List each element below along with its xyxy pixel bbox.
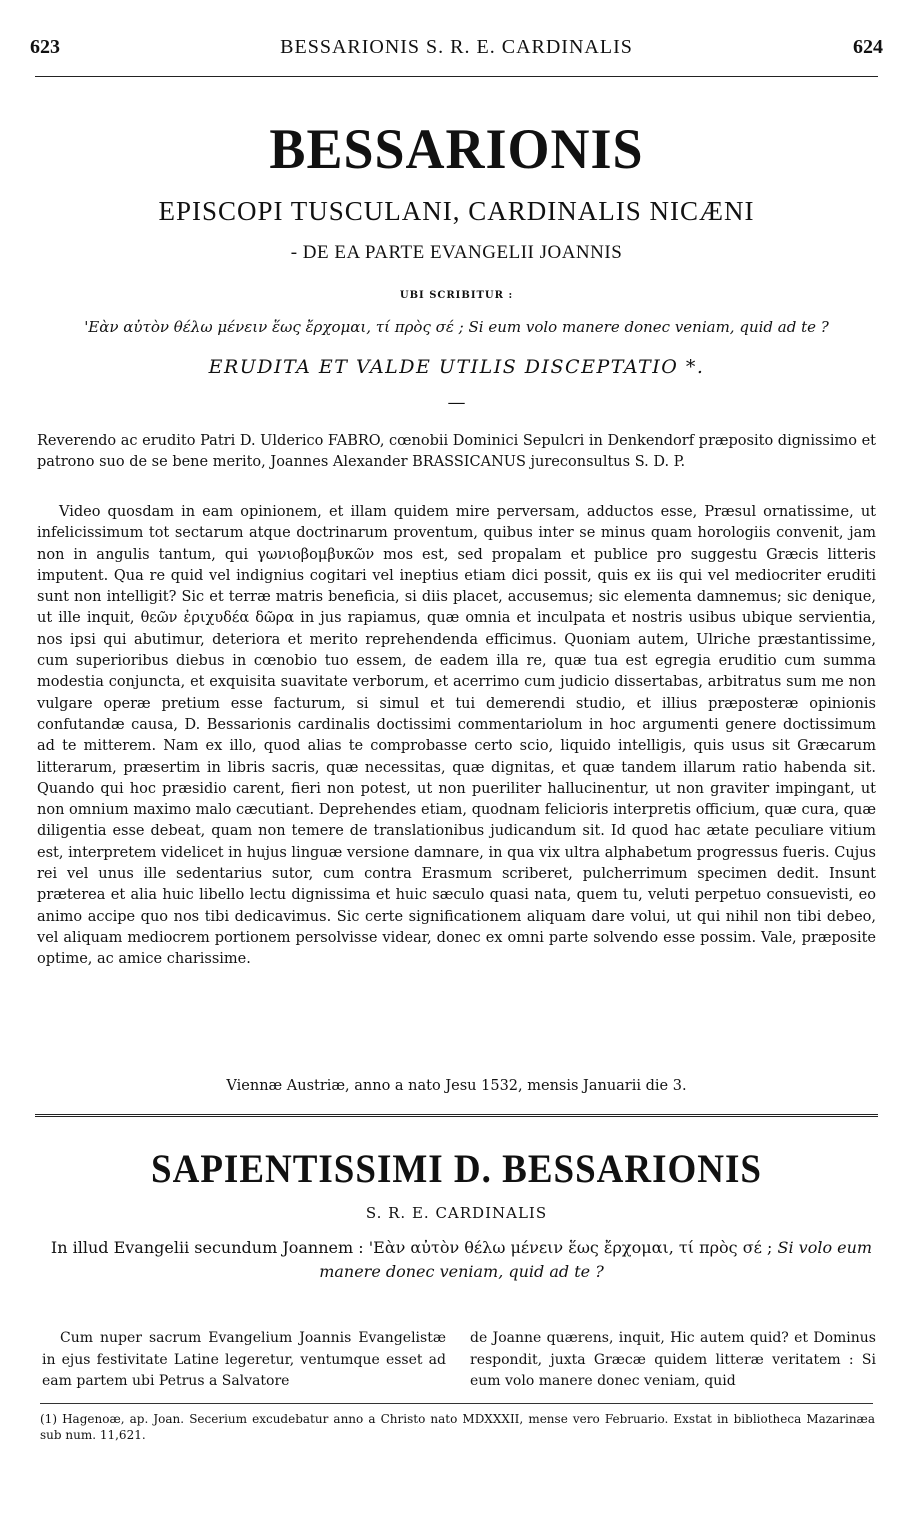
- title-subtitle-2: - DE EA PARTE EVANGELII JOANNIS: [290, 242, 623, 263]
- greek-latin-quote: 'Εὰν αὐτὸν θέλω μένειν ἕως ἔρχομαι, τί πρὸς σέ ; Si eum volo manere donec veniam, quid ad te ?: [84, 318, 829, 336]
- incipit: [40, 1236, 883, 1284]
- section-divider: [35, 1114, 878, 1117]
- header-rule: [35, 76, 878, 77]
- section-dash: —: [447, 392, 466, 413]
- running-title: BESSARIONIS S. R. E. CARDINALIS: [280, 36, 633, 58]
- title-subtitle: EPISCOPI TUSCULANI, CARDINALIS NICÆNI: [158, 196, 755, 226]
- footnote: (1) Hagenoæ, ap. Joan. Secerium excudebatur anno a Christo nato MDXXXII, mense vero Februario. Exstat in bibliotheca Mazarinæa sub num. 11,621.: [40, 1412, 875, 1442]
- section-title: SAPIENTISSIMI D. BESSARIONIS: [151, 1146, 762, 1193]
- page-number-left: 623: [30, 36, 60, 58]
- section-subtitle: S. R. E. CARDINALIS: [365, 1204, 548, 1222]
- running-header: [30, 36, 883, 60]
- letter-body: Video quosdam in eam opinionem, et illam quidem mire perversam, adductos esse, Præsul ornatissime, ut infelicissimum tot sectarum atque doctrinarum proventum, quibus inter se minus quam horologiis convenit, jam non in angulis tantum, qui γωνιοβομβυκῶν mos est, sed propalam et publice pro suggestu Græcis litteris imputent. Qua re quid vel indignius cogitari vel ineptius etiam dici possit, quis ex iis qui vel mediocriter eruditi sunt non intelligit? Sic et terræ matris beneficia, si diis placet, accusemus; sic elementa damnemus; sic denique, ut ille inquit, θεῶν ἐριχυδέα δῶρα in jus rapiamus, quæ omnia et inculpata et nostris usibus ubique servientia, nos ipsi qui abutimur, deteriora et merito reprehendenda efficimus. Quoniam autem, Ulriche præstantissime, cum superioribus diebus in cœnobio tuo essem, de eadem illa re, quæ tua est egregia eruditio cum summa modestia conjuncta, et exquisita suavitate verborum, et acerrimo cum judicio dissertabas, arbitratus sum me non vulgare operæ pretium esse facturum, si simul et tui demerendi studio, et illius præposteræ opinionis confutandæ causa, D. Bessarionis cardinalis doctissimi commentariolum in hoc argumenti genere doctissimum ad te mitterem. Nam ex illo, quod alias te comprobasse certo scio, liquido intelligis, quis usus sit Græcarum litterarum, præsertim in libris sacris, quæ necessitas, quæ dignitas, et quæ tandem illarum ratio habenda sit. Quando qui hoc præsidio carent, fieri non potest, ut non pueriliter hallucinentur, ut non graviter impingant, ut non omnium maximo malo cæcutiant. Deprehendes etiam, quodnam felicioris interpretis officium, quæ cura, quæ diligentia esse debeat, quam non temere de translationibus judicandum sit. Id quod hac ætate peculiare vitium est, interpretem videlicet in hujus linguæ versione damnare, in qua vix ultra alphabetum progressus fueris. Cujus rei vel unus ille sedentarius sutor, cum contra Erasmum scriberet, pulcherrimum specimen dedit. Insunt præterea et alia huic libello lectu dignissima et huic sæculo quasi nata, quem tu, veluti perpetuo consuevisti, eo animo accipe quo nos tibi dedicavimus. Sic certe significationem aliquam dare volui, ut qui nihil non tibi debeo, vel aliquam mediocrem portionem persolvisse videar, donec ex omni parte solvendo esse possim. Vale, præposite optime, ac amice charissime.: [37, 504, 876, 968]
- letter-place-date: Viennæ Austriæ, anno a nato Jesu 1532, mensis Januarii die 3.: [226, 1078, 687, 1094]
- footnote-rule: [40, 1403, 873, 1404]
- page-number-right: 624: [853, 36, 883, 58]
- ubi-scribitur: UBI SCRIBITUR :: [399, 290, 514, 301]
- column-right: de Joanne quærens, inquit, Hic autem quid? et Dominus respondit, juxta Græcæ quidem litteræ veritatem : Si eum volo manere donec veniam, quid: [470, 1330, 876, 1389]
- main-title: BESSARIONIS: [269, 117, 644, 181]
- incipit-greek: 'Εὰν αὐτὸν θέλω μένειν ἕως ἔρχομαι, τί πρὸς σέ ;: [368, 1238, 778, 1257]
- incipit-latin: Si volo eum manere donec veniam, quid ad te ?: [319, 1238, 873, 1281]
- letter-address: Reverendo ac erudito Patri D. Ulderico FABRO, cœnobii Dominici Sepulcri in Denkendorf præposito dignissimo et patrono suo de se bene merito, Joannes Alexander BRASSICANUS jureconsultus S. D. P.: [37, 433, 876, 471]
- disceptatio-heading: ERUDITA ET VALDE UTILIS DISCEPTATIO *.: [208, 356, 705, 378]
- incipit-lead: In illud Evangelii secundum Joannem :: [50, 1238, 369, 1257]
- column-left: Cum nuper sacrum Evangelium Joannis Evangelistæ in ejus festivitate Latine legeretur, ventumque esset ad eam partem ubi Petrus a Salvatore: [42, 1330, 446, 1389]
